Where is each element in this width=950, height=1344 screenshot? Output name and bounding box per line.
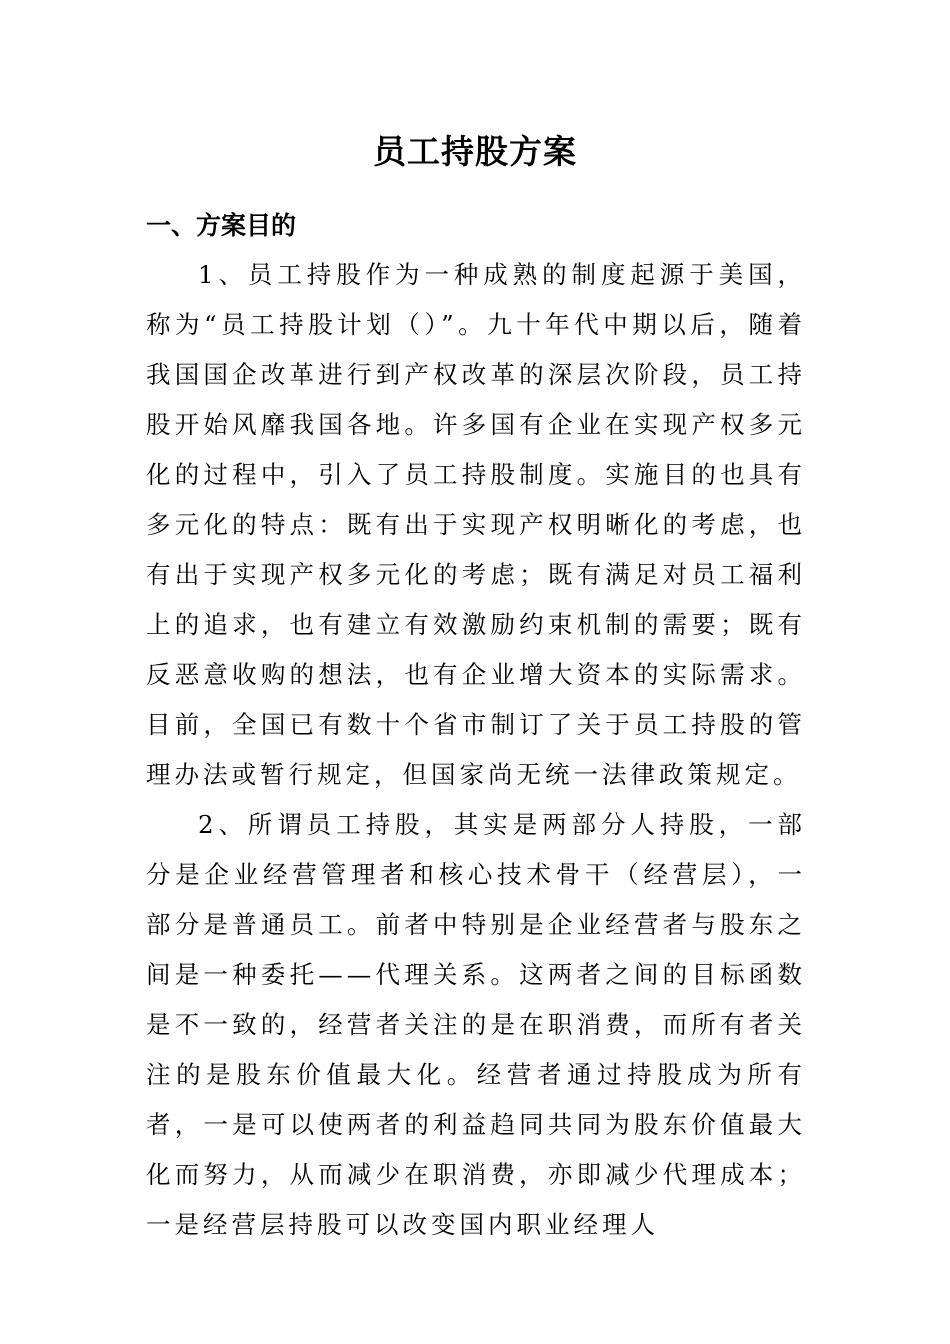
paragraph-2: 2、所谓员工持股，其实是两部分人持股，一部分是企业经营管理者和核心技术骨干（经营层），一部分是普通员工。前者中特别是企业经营者与股东之间是一种委托——代理关系。这两者之间的目标函数是不一致的，经营者关注的是在职消费，而所有者关注的是股东价值最大化。经营者通过持股成为所有者，一是可以使两者的利益趋同共同为股东价值最大化而努力，从而减少在职消费，亦即减少代理成本；一是经营层持股可以改变国内职业经理人 bbox=[146, 810, 806, 1239]
document-title: 员工持股方案 bbox=[373, 132, 577, 171]
section-heading: 一、方案目的 bbox=[146, 211, 297, 240]
paragraph-1: 1、员工持股作为一种成熟的制度起源于美国，称为“员工持股计划（）”。九十年代中期以后，随着我国国企改革进行到产权改革的深层次阶段，员工持股开始风靡我国各地。许多国有企业在实现产权多元化的过程中，引入了员工持股制度。实施目的也具有多元化的特点：既有出于实现产权明晰化的考虑，也有出于实现产权多元化的考虑；既有满足对员工福利上的追求，也有建立有效激励约束机制的需要；既有反恶意收购的想法，也有企业增大资本的实际需求。目前，全国已有数十个省市制订了关于员工持股的管理办法或暂行规定，但国家尚无统一法律政策规定。 bbox=[146, 260, 806, 789]
